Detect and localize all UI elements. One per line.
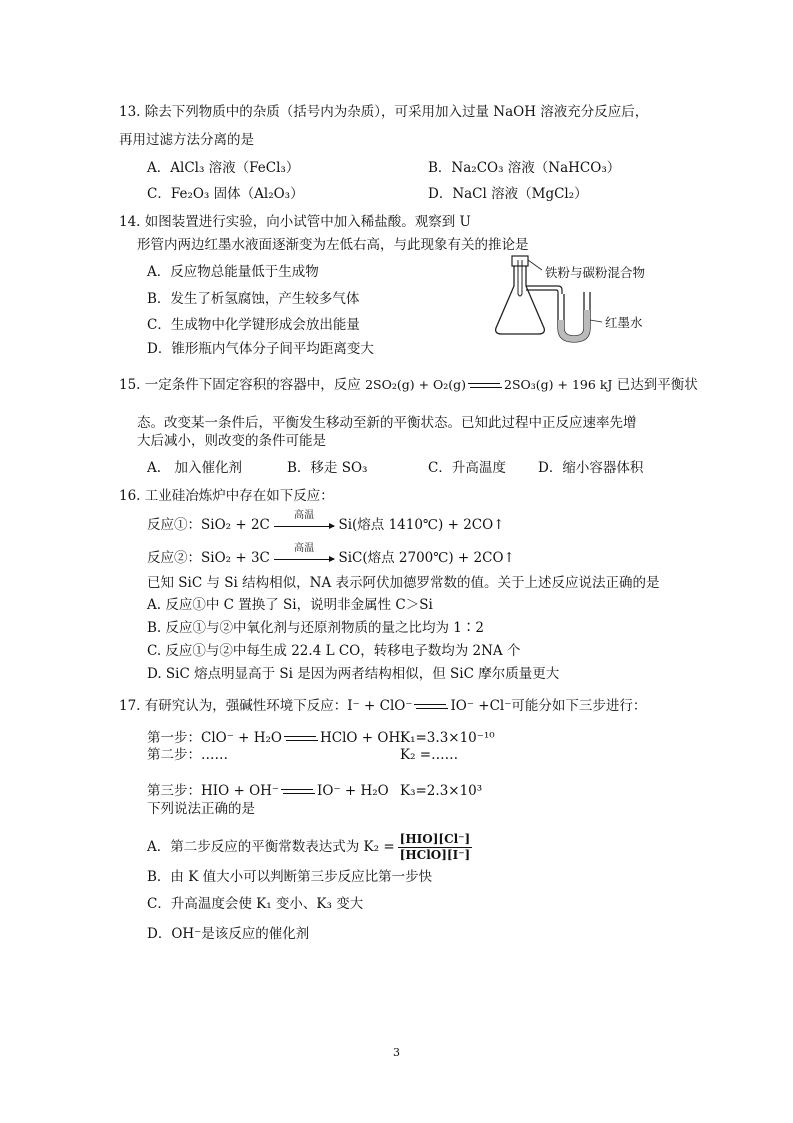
q14-stem-line2: 形管内两边红墨水液面逐渐变为左低右高，与此现象有关的推论是 [137, 237, 529, 253]
q13-option-a: A．AlCl₃ 溶液（FeCl₃） [147, 160, 300, 176]
q13-option-b: B．Na₂CO₃ 溶液（NaHCO₃） [428, 160, 621, 176]
q15-stem-line2: 态。改变某一条件后，平衡发生移动至新的平衡状态。已知此过程中正反应速率先增 [137, 415, 637, 431]
fraction-denominator: [HClO][I⁻] [399, 848, 471, 862]
q15-equation-left: 2SO₂(g) + O₂(g) [365, 377, 467, 392]
q16-option-c: C. 反应①与②中每生成 22.4 L CO，转移电子数均为 2NA 个 [147, 643, 521, 659]
q13-option-c: C．Fe₂O₃ 固体（Al₂O₃） [147, 186, 304, 202]
q16-reaction-2 [147, 542, 515, 567]
q15-stem-line3: 大后减小，则改变的条件可能是 [137, 433, 326, 449]
q16-option-b: B. 反应①与②中氧化剂与还原剂物质的量之比均为 1∶2 [147, 620, 484, 636]
equilibrium-arrow-icon [284, 734, 318, 744]
q16-r2-products: SiC(熔点 2700℃) + 2CO↑ [338, 550, 515, 566]
q17-stem-prefix: 17. 有研究认为，强碱性环境下反应：I⁻ + ClO⁻ [119, 698, 413, 714]
erlenmeyer-flask-shape [496, 266, 545, 334]
q17-step1-right: HClO + OH⁻ [320, 730, 408, 746]
q15-option-a: A. 加入催化剂 [147, 460, 243, 476]
q16-r1-reactants: 反应①：SiO₂ + 2C [147, 517, 270, 533]
q17-step3 [147, 782, 389, 800]
q17-stem-line1 [119, 697, 646, 715]
q17-option-b: B．由 K 值大小可以判断第三步反应比第一步快 [147, 869, 433, 885]
q13-stem-line1: 13. 除去下列物质中的杂质（括号内为杂质），可采用加入过量 NaOH 溶液充分反应后， [119, 104, 649, 120]
q17-stem-suffix: IO⁻ +Cl⁻可能分如下三步进行： [450, 698, 647, 714]
q17-option-a-text: A．第二步反应的平衡常数表达式为 K₂ = [147, 839, 395, 855]
q16-option-a: A. 反应①中 C 置换了 Si，说明非金属性 C＞Si [147, 597, 433, 613]
q17-k2: K₂ =…… [400, 747, 459, 763]
reaction-arrow-icon [274, 509, 334, 533]
stopper-shape [512, 256, 528, 266]
q15-stem-line1 [119, 376, 698, 394]
q17-step1 [147, 729, 407, 747]
q16-stem-line4: 已知 SiC 与 Si 结构相似，NA 表示阿伏加德罗常数的值。关于上述反应说法正确的是 [147, 575, 660, 591]
page-number: 3 [393, 1046, 400, 1059]
q14-option-b: B．发生了析氢腐蚀，产生较多气体 [147, 291, 360, 307]
k2-expression-fraction [398, 832, 473, 863]
equilibrium-arrow-icon [414, 702, 448, 712]
q14-option-d: D．锥形瓶内气体分子间平均距离变大 [147, 341, 374, 357]
q16-reaction-1 [147, 509, 505, 534]
q15-option-c: C．升高温度 [428, 460, 506, 476]
q17-step2: 第二步：…… [147, 747, 228, 763]
equilibrium-arrow-icon [468, 381, 502, 391]
q17-step3-left: 第三步：HIO + OH⁻ [147, 783, 280, 799]
q13-option-d: D．NaCl 溶液（MgCl₂） [428, 186, 588, 202]
q14-option-a: A．反应物总能量低于生成物 [147, 264, 319, 280]
q17-option-c: C．升高温度会使 K₁ 变小、K₃ 变大 [147, 896, 364, 912]
figure-label-iron-carbon-mixture: 铁粉与碳粉混合物 [545, 265, 646, 280]
q16-option-d: D. SiC 熔点明显高于 Si 是因为两者结构相似，但 SiC 摩尔质量更大 [147, 666, 560, 682]
q14-stem-line1: 14. 如图装置进行实验，向小试管中加入稀盐酸。观察到 U [119, 214, 471, 230]
q15-option-d: D．缩小容器体积 [538, 460, 644, 476]
q17-option-a [147, 830, 472, 864]
q16-r2-condition: 高温 [294, 542, 315, 554]
q15-equation-right: 2SO₃(g) + 196 kJ [504, 377, 613, 392]
q17-option-d: D．OH⁻是该反应的催化剂 [147, 926, 310, 942]
q17-k1: K₁=3.3×10⁻¹⁰ [400, 730, 495, 746]
q16-r2-reactants: 反应②：SiO₂ + 3C [147, 550, 270, 566]
q16-r1-products: Si(熔点 1410℃) + 2CO↑ [338, 517, 505, 533]
reaction-arrow-icon [274, 542, 334, 566]
equilibrium-arrow-icon [281, 787, 315, 797]
q16-r1-condition: 高温 [294, 509, 315, 521]
q17-step1-left: 第一步：ClO⁻ + H₂O [147, 730, 282, 746]
q13-stem-line2: 再用过滤方法分离的是 [119, 132, 254, 148]
figure-label-red-ink: 红墨水 [605, 315, 643, 330]
q15-option-b: B．移走 SO₃ [287, 460, 368, 476]
fraction-numerator: [HIO][Cl⁻] [399, 832, 471, 846]
q17-k3: K₃=2.3×10³ [400, 783, 483, 799]
q14-option-c: C．生成物中化学键形成会放出能量 [147, 317, 360, 333]
q15-stem-prefix: 15. 一定条件下固定容积的容器中，反应 [119, 377, 361, 393]
q15-stem-suffix: 已达到平衡状 [616, 377, 698, 393]
red-ink-liquid-shape [558, 310, 590, 342]
q16-stem-line1: 16. 工业硅冶炼炉中存在如下反应： [119, 488, 334, 504]
q17-stem-line5: 下列说法正确的是 [147, 801, 255, 817]
q17-step3-right: IO⁻ + H₂O [317, 783, 389, 799]
